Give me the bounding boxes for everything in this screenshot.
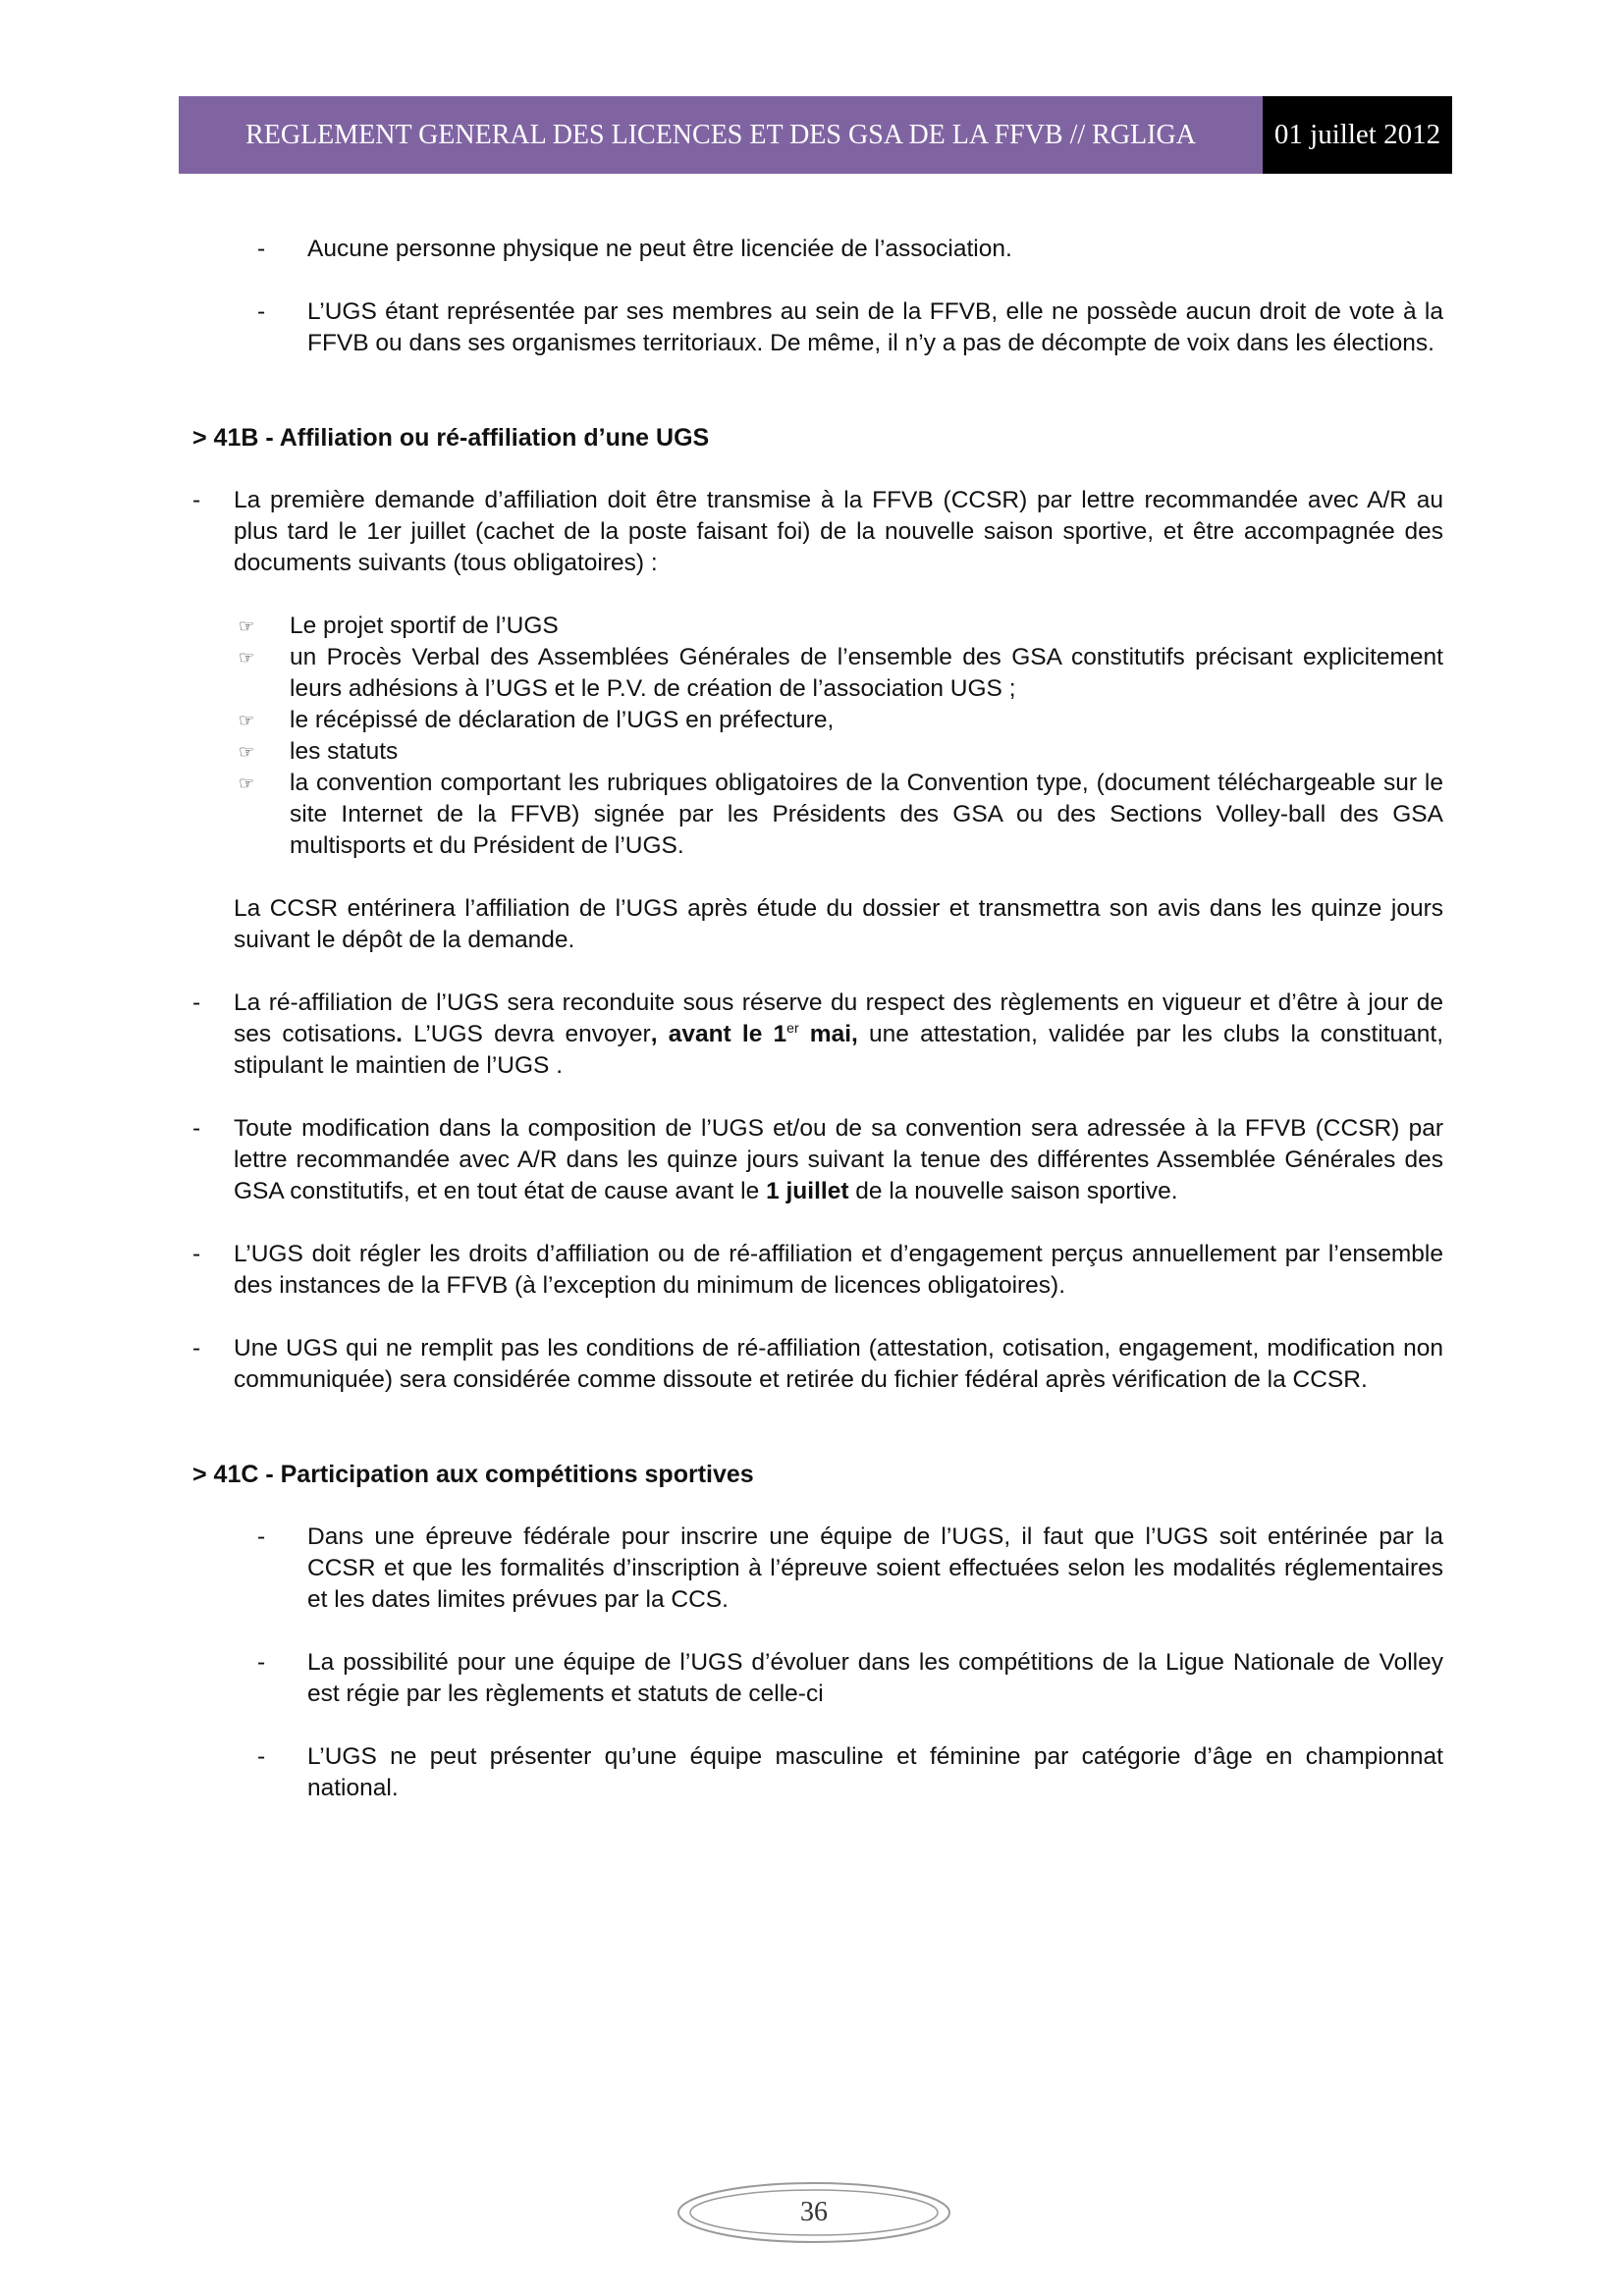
list-item [192,485,1443,579]
list-item [192,234,1443,265]
document-date: 01 juillet 2012 [1263,96,1452,174]
dash-marker: - [192,989,201,1016]
dash-marker: - [192,1115,201,1142]
list-item [192,1741,1443,1804]
bullet-text: Le projet sportif de l’UGS [290,613,559,639]
bullet-text: les statuts [290,738,399,765]
list-item [192,1333,1443,1396]
bullet-item [239,642,1443,705]
bullet-text: un Procès Verbal des Assemblées Générales de l’ensemble des GSA constitutifs précisant explicitement leurs adhésions à l’UGS et le P.V. de création de l’association UGS ; [290,644,1443,702]
pointing-hand-icon: ☞ [239,742,255,762]
list-item-text: Aucune personne physique ne peut être licenciée de l’association. [307,236,1012,262]
bullet-item [239,736,1443,768]
page-content [192,234,1443,1804]
page-footer [676,2180,952,2245]
dash-marker: - [192,1335,201,1362]
dash-marker: - [257,236,266,262]
list-item [192,1647,1443,1710]
list-item-text: Toute modification dans la composition de l’UGS et/ou de sa convention sera adressée à la FFVB (CCSR) par lettre recommandée avec A/R dans les quinze jours suivant la tenue des différentes Assemblée Générales des GSA constitutifs, et en tout état de cause avant le 1 juillet de la nouvelle saison sportive. [234,1115,1443,1204]
list-item-text: Dans une épreuve fédérale pour inscrire une équipe de l’UGS, il faut que l’UGS soit entérinée par la CCSR et que les formalités d’inscription à l’épreuve soient effectuées selon les modalités réglementaires et les dates limites prévues par la CCS. [307,1523,1443,1613]
list-item [192,988,1443,1082]
page-number: 36 [800,2197,828,2227]
list-item-text: L’UGS doit régler les droits d’affiliation ou de ré-affiliation et d’engagement perçus annuellement par l’ensemble des instances de la FFVB (à l’exception du minimum de licences obligatoires). [234,1241,1443,1299]
dash-marker: - [192,487,201,513]
bullet-item [239,611,1443,642]
document-title: REGLEMENT GENERAL DES LICENCES ET DES GSA DE LA FFVB // RGLIGA [179,96,1263,174]
list-item-text: La première demande d’affiliation doit être transmise à la FFVB (CCSR) par lettre recommandée avec A/R au plus tard le 1er juillet (cachet de la poste faisant foi) de la nouvelle saison sportive, et être accompagnée des documents suivants (tous obligatoires) : [234,487,1443,576]
dash-marker: - [192,1241,201,1267]
section-heading-41c: > 41C - Participation aux compétitions sportives [192,1461,754,1488]
list-item-text: L’UGS étant représentée par ses membres au sein de la FFVB, elle ne possède aucun droit de vote à la FFVB ou dans ses organismes territoriaux. De même, il n’y a pas de décompte de voix dans les élections. [307,298,1443,356]
pointing-hand-icon: ☞ [239,648,255,667]
page-header [179,96,1452,174]
bullet-item [239,705,1443,736]
dash-marker: - [257,1743,266,1770]
pointing-hand-icon: ☞ [239,616,255,636]
pointing-hand-icon: ☞ [239,774,255,793]
dash-marker: - [257,1523,266,1550]
bullet-text: le récépissé de déclaration de l’UGS en préfecture, [290,707,835,733]
ccsr-paragraph: La CCSR entérinera l’affiliation de l’UGS après étude du dossier et transmettra son avis dans les quinze jours suivant le dépôt de la demande. [234,895,1443,953]
bullet-text: la convention comportant les rubriques obligatoires de la Convention type, (document téléchargeable sur le site Internet de la FFVB) signée par les Présidents des GSA ou des Sections Volley-ball des GSA multisports et du Président de l’UGS. [290,770,1443,859]
list-item-text: La ré-affiliation de l’UGS sera reconduite sous réserve du respect des règlements en vigueur et d’être à jour de ses cotisations. L’UGS devra envoyer, avant le 1er mai, une attestation, validée par les clubs la constituant, stipulant le maintien de l’UGS . [234,989,1443,1079]
dash-marker: - [257,298,266,325]
list-item-text: Une UGS qui ne remplit pas les conditions de ré-affiliation (attestation, cotisation, engagement, modification non communiquée) sera considérée comme dissoute et retirée du fichier fédéral après vérification de la CCSR. [234,1335,1443,1393]
list-item [192,1239,1443,1302]
documents-list [239,611,1443,862]
list-item [192,1522,1443,1616]
list-item [192,296,1443,359]
dash-marker: - [257,1649,266,1676]
list-item [192,1113,1443,1207]
section-heading-41b: > 41B - Affiliation ou ré-affiliation d’une UGS [192,424,710,452]
bullet-item [239,768,1443,862]
list-item-text: L’UGS ne peut présenter qu’une équipe masculine et féminine par catégorie d’âge en championnat national. [307,1743,1443,1801]
list-item-text: La possibilité pour une équipe de l’UGS d’évoluer dans les compétitions de la Ligue Nationale de Volley est régie par les règlements et statuts de celle-ci [307,1649,1443,1707]
pointing-hand-icon: ☞ [239,711,255,730]
